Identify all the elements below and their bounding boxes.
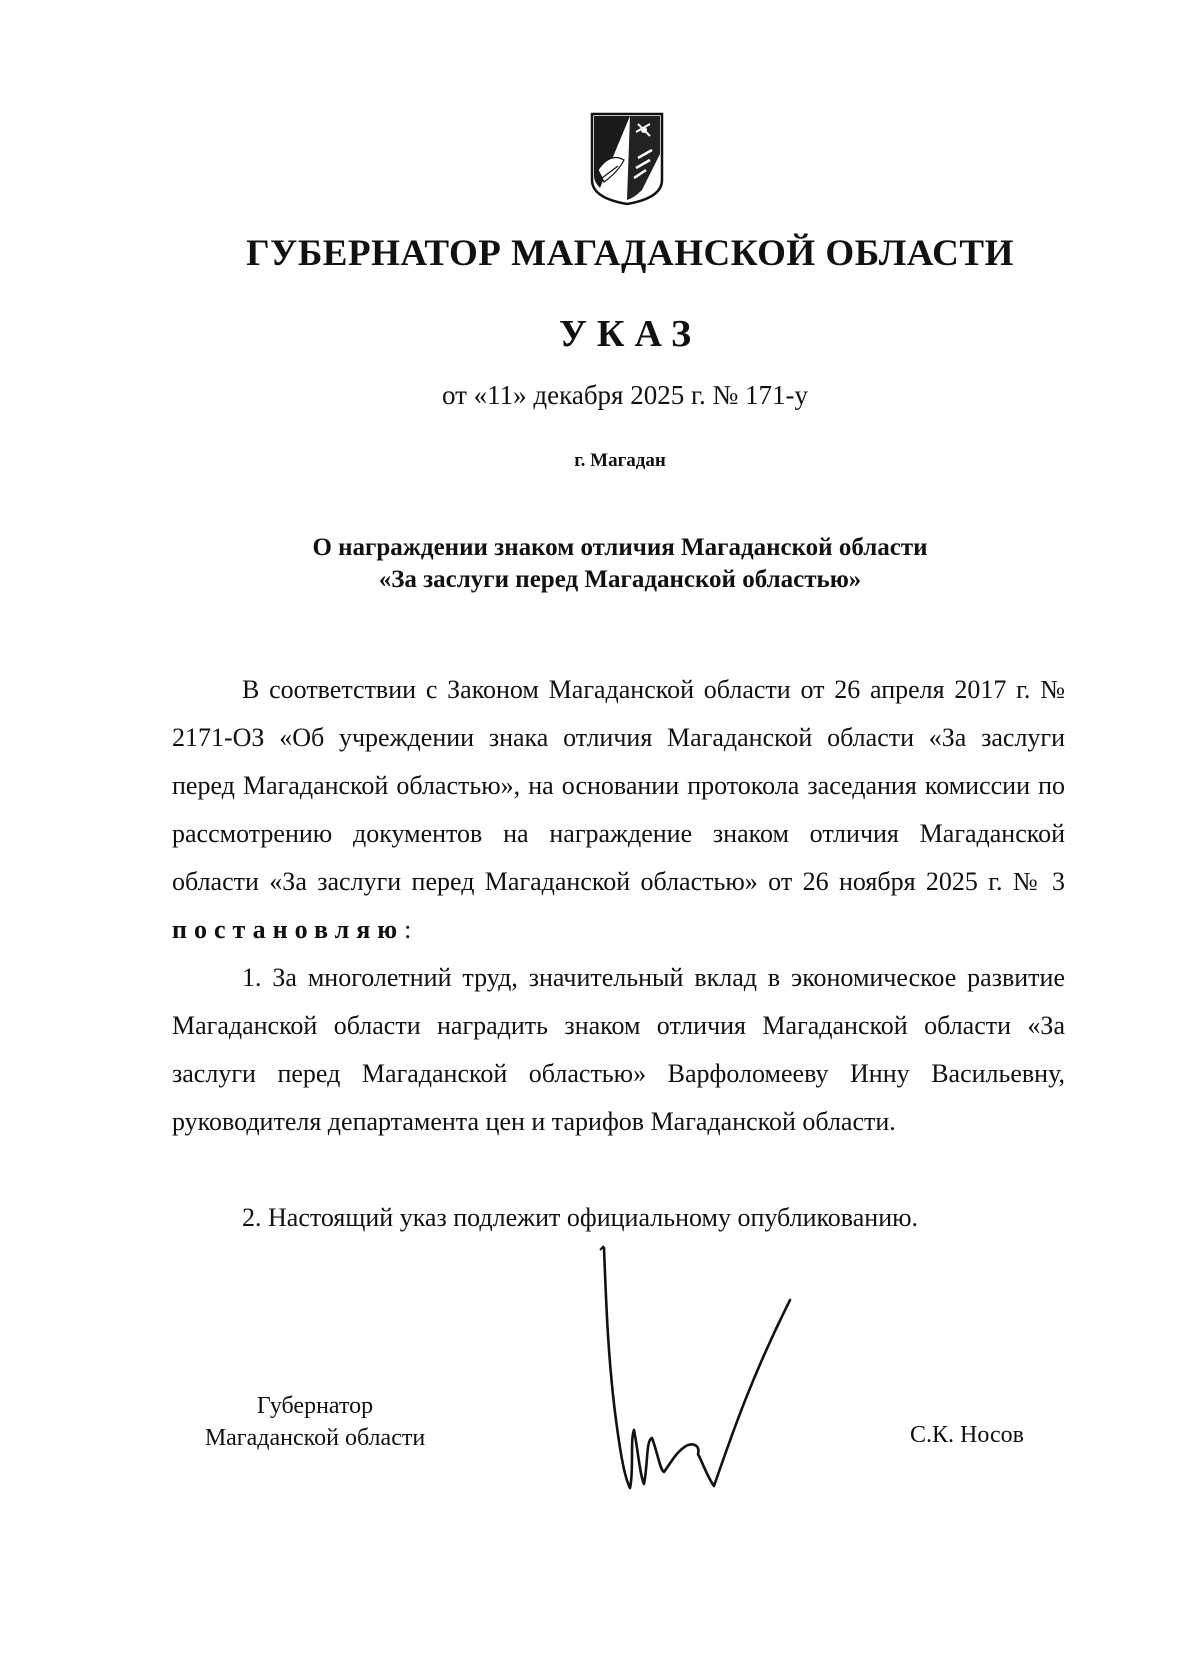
signatory-name: С.К. Носов [910, 1422, 1024, 1448]
signatory-title-line-1: Губернатор [256, 1393, 374, 1419]
document-subject [0, 532, 1200, 596]
authority-title: ГУБЕРНАТОР МАГАДАНСКОЙ ОБЛАСТИ [246, 233, 1014, 274]
handwritten-signature [590, 1240, 820, 1500]
decree-word: постановляю [172, 915, 405, 944]
document-city: г. Магадан [574, 450, 666, 471]
item-1-paragraph: 1. За многолетний труд, значительный вклад в экономическое развитие Магаданской области наградить знаком отличия Магаданской области «За заслуги перед Магаданской областью» Варфоломееву Инну Васильевну, руководителя департамента цен и тарифов Магаданской области. [172, 963, 1065, 1136]
coat-of-arms-icon [588, 110, 666, 206]
subject-line-2: «За заслуги перед Магаданской областью» [378, 566, 862, 593]
item-2-paragraph: 2. Настоящий указ подлежит официальному опубликованию. [242, 1203, 919, 1232]
preamble-paragraph [172, 666, 1065, 954]
signatory-title [175, 1390, 455, 1454]
decree-colon: : [404, 915, 412, 944]
subject-line-1: О награждении знаком отличия Магаданской области [312, 534, 928, 561]
preamble-text: В соответствии с Законом Магаданской области от 26 апреля 2017 г. № 2171-ОЗ «Об учреждении знака отличия Магаданской области «За заслуги перед Магаданской областью», на основании протокола заседания комиссии по рассмотрению документов на награждение знаком отличия Магаданской области «За заслуги перед Магаданской областью» от 26 ноября 2025 г. № 3 [172, 675, 1065, 896]
signatory-title-line-2: Магаданской области [204, 1425, 426, 1451]
document-date-number: от «11» декабря 2025 г. № 171-у [441, 380, 809, 410]
document-type: УКАЗ [559, 313, 701, 355]
